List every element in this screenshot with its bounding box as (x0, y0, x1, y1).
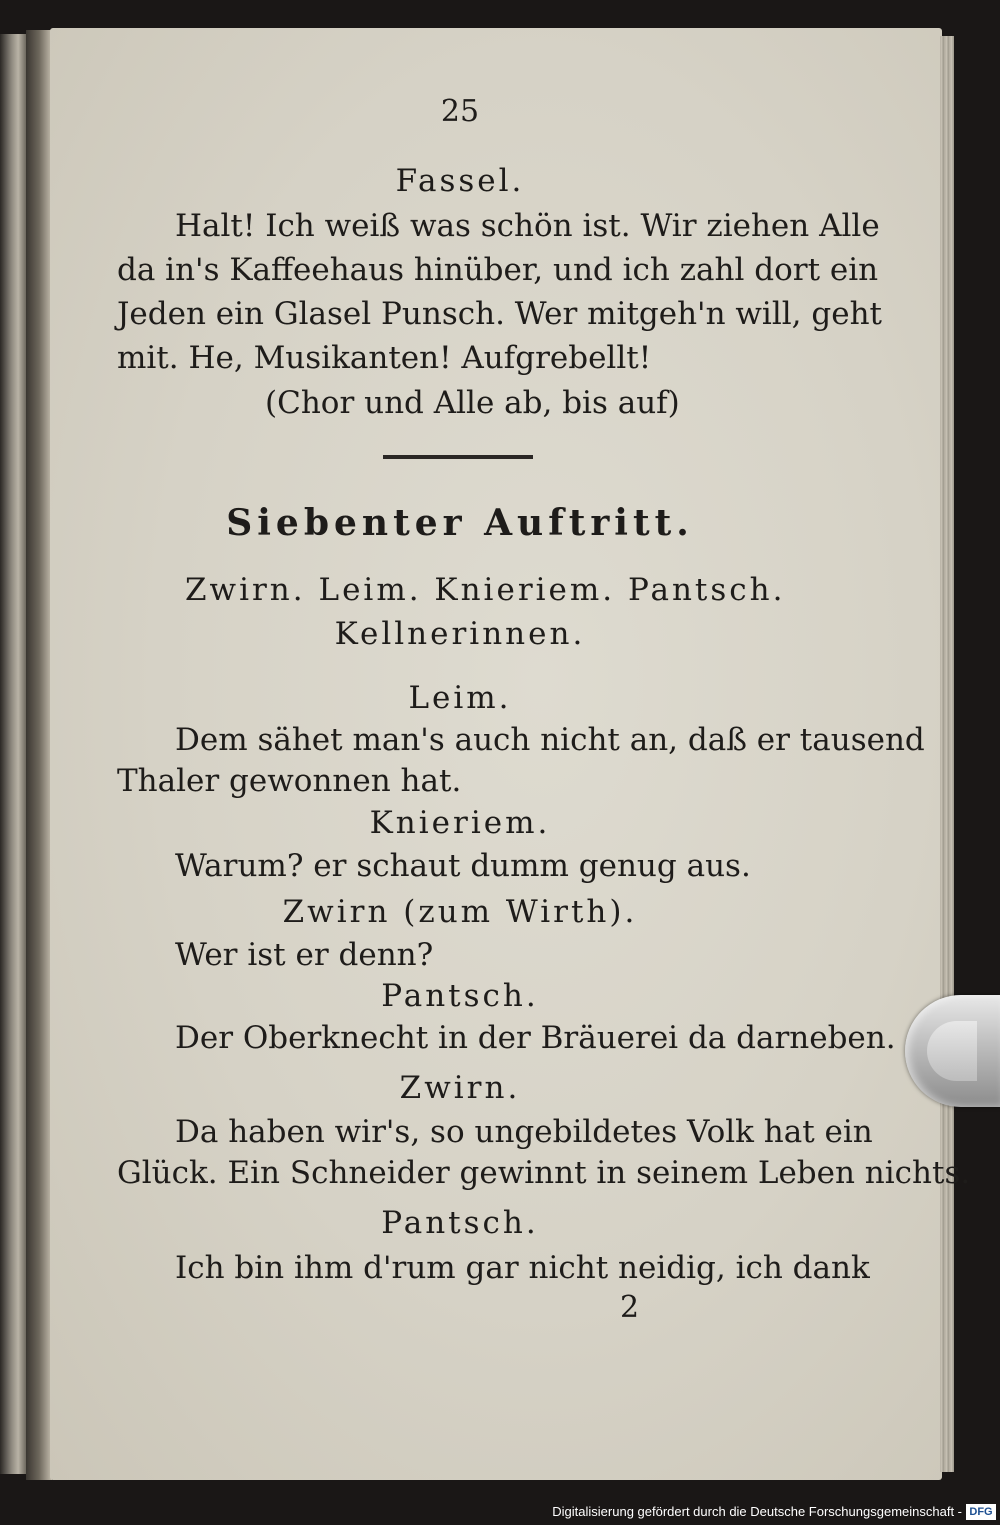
signature-mark: 2 (620, 1290, 640, 1325)
dialogue-line: Halt! Ich weiß was schön ist. Wir ziehen Alle (175, 208, 880, 244)
dialogue-line: da in's Kaffeehaus hinüber, und ich zahl dort ein (117, 252, 879, 288)
cast-list-line: Kellnerinnen. (334, 616, 586, 652)
dfg-logo: DFG (966, 1504, 996, 1520)
section-divider (383, 455, 533, 459)
speaker-label: Leim. (408, 680, 512, 716)
dialogue-line: Jeden ein Glasel Punsch. Wer mitgeh'n will, geht (117, 296, 882, 332)
speaker-label: Zwirn (zum Wirth). (282, 894, 638, 930)
dialogue-line: Dem sähet man's auch nicht an, daß er tausend (175, 722, 925, 758)
page-stack-edge (940, 36, 954, 1472)
dialogue-line: Der Oberknecht in der Bräuerei da darneben. (175, 1020, 896, 1056)
speaker-label: Pantsch. (381, 978, 539, 1014)
dialogue-line: Glück. Ein Schneider gewinnt in seinem Leben nichts. (117, 1155, 971, 1191)
dialogue-line: Warum? er schaut dumm genug aus. (175, 848, 751, 884)
dialogue-line: Thaler gewonnen hat. (117, 763, 462, 799)
page-number: 25 (440, 94, 480, 129)
stage-direction: (Chor und Alle ab, bis auf) (265, 385, 680, 421)
speaker-label: Knieriem. (369, 805, 551, 841)
speaker-label: Fassel. (395, 163, 525, 199)
book-gutter (26, 30, 52, 1480)
dialogue-line: Ich bin ihm d'rum gar nicht neidig, ich dank (175, 1250, 870, 1286)
previous-page-edge (0, 34, 26, 1474)
funding-credit: Digitalisierung gefördert durch die Deutsche Forschungsgemeinschaft - (552, 1504, 962, 1519)
dialogue-line: Da haben wir's, so ungebildetes Volk hat ein (175, 1114, 873, 1150)
dialogue-line: mit. He, Musikanten! Aufgrebellt! (117, 340, 652, 376)
speaker-label: Zwirn. (399, 1070, 521, 1106)
scene-heading: Siebenter Auftritt. (226, 502, 694, 544)
cast-list-line: Zwirn. Leim. Knieriem. Pantsch. (185, 572, 786, 608)
dialogue-line: Wer ist er denn? (175, 937, 434, 973)
speaker-label: Pantsch. (381, 1205, 539, 1241)
